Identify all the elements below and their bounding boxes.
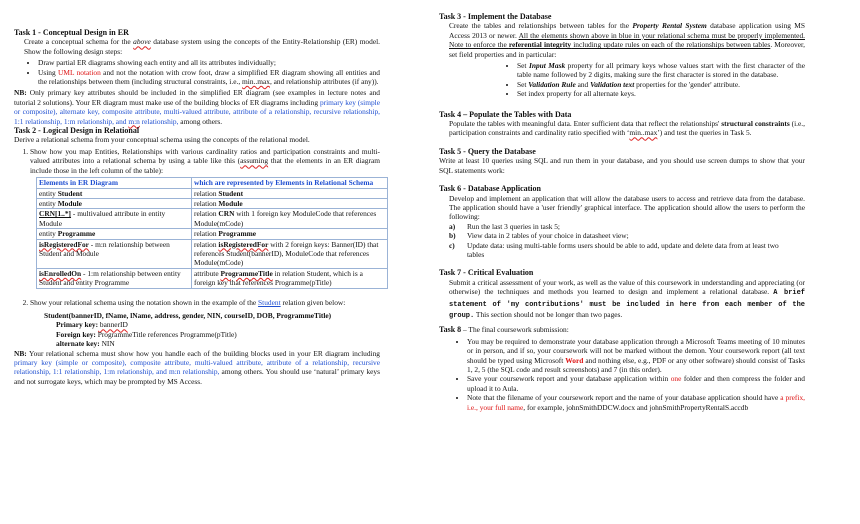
- right-column: [439, 12, 805, 414]
- task1-steps: [14, 58, 380, 86]
- task3-property: • Set index property for all alternate keys.: [517, 89, 805, 98]
- task2-intro: Derive a relational schema from your conceptual schema using the concepts of the relational model.: [14, 135, 310, 145]
- task1-intro: Create a conceptual schema for the above database system using the concepts of the Entity-Relationship (ER) model. Show the following design steps:: [24, 37, 381, 56]
- task2-item-1: 1. Show how you map Entities, Relationships with various cardinality ratios and participation constraints and multi-valued attributes into a relational schema by using a table like this (assuming that the elements in an ER diagram include those in the left column of the table):: [30, 147, 380, 175]
- task2-list-2: [14, 298, 380, 307]
- task1-heading: Task 1 - Conceptual Design in ER: [14, 28, 129, 37]
- left-column: [14, 28, 380, 386]
- task6-item: a) Run the last 3 queries in task 5;: [449, 221, 560, 231]
- task6-item: c) Update data: using multi-table forms users should be able to add, update and delete data from at least two tables: [449, 240, 779, 259]
- task6-body: Develop and implement an application that will allow the database users to access and retrieve data from the database. The application should have a 'user friendly' graphical interface. The application should allow the users to perform the following:: [449, 193, 805, 222]
- schema-line: Student(bannerID, fName, lName, address, gender, NIN, courseID, DOB, ProgrammeTitle): [44, 310, 332, 320]
- table-header-left: Elements in ER Diagram: [37, 178, 192, 188]
- task4-heading: Task 4 – Populate the Tables with Data: [439, 109, 572, 119]
- task2-list: [14, 147, 380, 175]
- primary-key-line: Primary key: bannerID: [56, 320, 128, 330]
- task2-heading: Task 2 - Logical Design in Relational: [14, 126, 140, 136]
- er-mapping-table: [36, 177, 388, 288]
- task1-step: • Draw partial ER diagrams showing each entity and all its attributes individually;: [38, 58, 380, 67]
- task3-heading: Task 3 - Implement the Database: [439, 12, 552, 21]
- foreign-key-line: Foreign key: ProgrammeTitle references Programme(pTitle): [56, 329, 237, 339]
- table-row: isEnrolledOn - 1:m relationship between entity Student and entity Programme attribute ProgrammeTitle in relation Student, which is a foreign key that references Programme(pTitle): [37, 268, 388, 288]
- task1-note: NB: Only primary key attributes should be included in the simplified ER diagram (see examples in lecture notes and tutorial 2 solutions). Your ER diagram must make use of the building blocks of ER diagrams including primary key (simple or composite), alternate key, composite attribute, multi-valued attribute, attribute of a relationship, recursive relationship, 1:1 relationship, 1:m relationship, and m:n relationship, among others.: [14, 88, 380, 126]
- task2-item-2: 2. Show your relational schema using the notation shown in the example of the Student relation given below:: [30, 298, 380, 307]
- task3-property: • Set Input Mask property for all primary keys whose values start with the first character of the table name followed by 2 digits, making sure the first character is stored in the database.: [517, 61, 805, 80]
- task7-heading: Task 7 - Critical Evaluation: [439, 268, 534, 278]
- table-row: isRegisteredFor - m:n relationship between Student and Module relation isRegisteredFor with 2 foreign keys: Banner(ID) that references Student(bannerID), ModuleCode that references Module(mCode): [37, 239, 388, 268]
- task6-item: b) View data in 2 tables of your choice in datasheet view;: [449, 231, 629, 241]
- task8-item: • Note that the filename of your coursework report and the name of your database application should have a prefix, i.e., your full name, for example, johnSmithDDCW.docx and johnSmithPropertyRentalS.accdb: [467, 393, 805, 412]
- table-row: CRN[1..*] - multivalued attribute in entity Module relation CRN with 1 foreign key ModuleCode that references Module(mCode): [37, 209, 388, 229]
- task1-step: • Using UML notation and not the notation with crow foot, draw a simplified ER diagram showing all entities and the relationships between them (including structural constraints, i.e., min..max, and relationship attributes (if any)).: [38, 68, 380, 87]
- task5-heading: Task 5 - Query the Database: [439, 146, 536, 156]
- task8-item: • Save your coursework report and your database application within one folder and then compress the folder and upload it to Aula.: [467, 374, 805, 393]
- task7-body: Submit a critical assessment of your work, as well as the value of this coursework in understanding and appreciating (or otherwise) the techniques and methods you learned to design and implement a relational database. A brief statement of 'my contributions' must be included in here from each member of the group. This section should not be longer than two pages.: [449, 277, 806, 320]
- task3-property: • Set Validation Rule and Validation text properties for the 'gender' attribute.: [517, 80, 805, 89]
- table-row: entity Module relation Module: [37, 198, 388, 208]
- task3-properties: [439, 61, 805, 99]
- task8-heading: Task 8 – The final coursework submission:: [439, 325, 569, 335]
- task5-body: Write at least 10 queries using SQL and run them in your database, and you should use screen dumps to show that your SQL statements work:: [439, 156, 805, 175]
- task4-body: Populate the tables with meaningful data. Enter sufficient data that reflect the relationships' structural constraints (i.e., participation constraints and cardinality ratio specified with ‘min..max’) and test the queries in Task 5.: [449, 119, 805, 138]
- table-row: entity Student relation Student: [37, 188, 388, 198]
- table-header-row: [37, 178, 388, 188]
- task3-body: Create the tables and relationships between tables for the Property Rental System database application using MS Access 2013 or newer. All the elements shown above in blue in your relational schema must be properly implemented. Note to enforce the referential integrity including update rules on each of the relationships between tables. Moreover, set field properties and in particular:: [449, 21, 805, 59]
- task8-list: [439, 337, 805, 412]
- task2-note: NB: Your relational schema must show how you handle each of the building blocks used in your ER diagram including primary key (simple or composite), composite attribute, multi-valued attribute, attribute of a relationship, recursive relationship, 1:1 relationship, 1:m relationship, and m:n relationship, among others. You should use ‘natural’ primary keys and not surrogate keys, which may be prompted by MS Access.: [14, 348, 380, 386]
- table-header-right: which are represented by Elements in Relational Schema: [192, 178, 388, 188]
- task8-item: • You may be required to demonstrate your database application through a Microsoft Teams meeting of 10 minutes or in person, and if so, your coursework will not be marked without the demon. Your coursework report (all text should be typed using Microsoft Word and nothing else, e.g., PDF or any other software) should consist of Tasks 1, 2, 5 (the SQL code and result screenshots) and 7 (in this order).: [467, 337, 805, 375]
- table-row: entity Programme relation Programme: [37, 229, 388, 239]
- task6-heading: Task 6 - Database Application: [439, 184, 541, 194]
- alternate-key-line: alternate key: NIN: [56, 339, 115, 349]
